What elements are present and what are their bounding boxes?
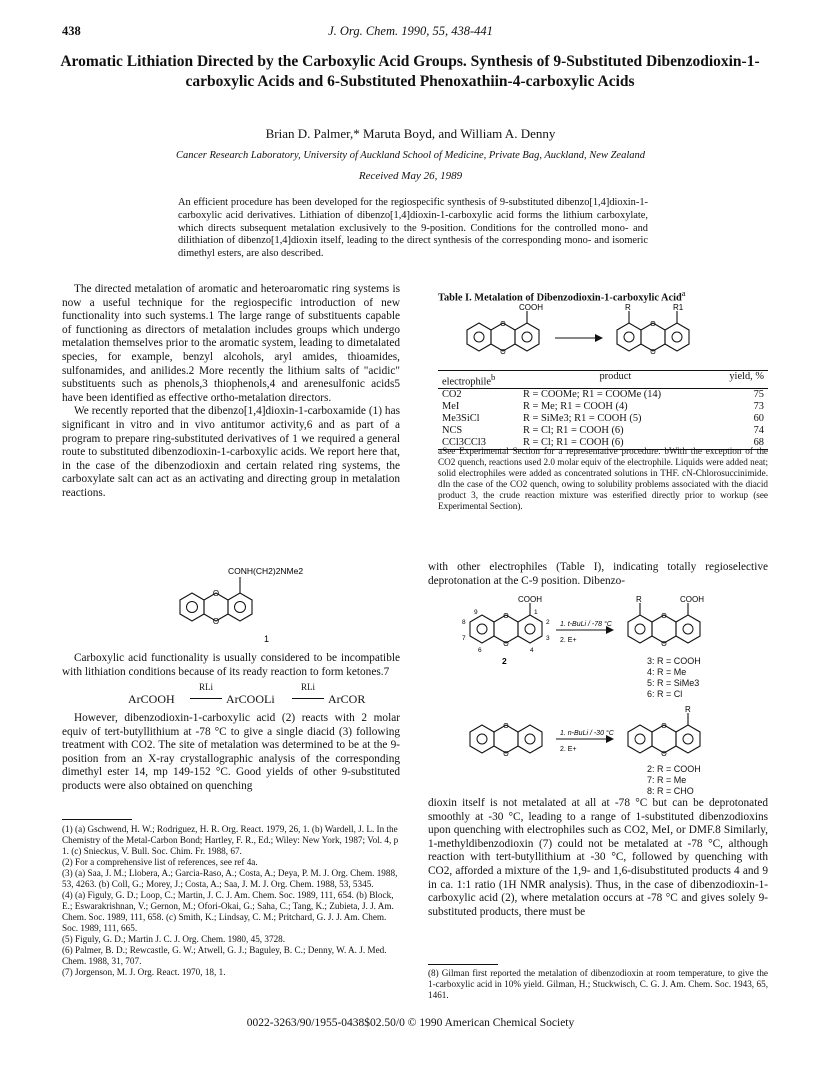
footnote-8: (8) Gilman first reported the metalation of dibenzodioxin at room temperature, to give the 1-carboxylic acid in 10% yield. Gilman, H.; Stuckwisch, C. G. J. Am. Chem. Soc. 1943, 65, 1461. xyxy=(428,968,768,1000)
svg-text:O: O xyxy=(503,723,509,730)
ring-num-9: 9 xyxy=(474,609,478,616)
svg-text:O: O xyxy=(661,641,667,648)
footnote-7: (7) Jorgenson, M. J. Org. React. 1970, 18, 1. xyxy=(62,967,226,977)
svg-text:O: O xyxy=(661,723,667,730)
eq-intermediate: ArCOOLi xyxy=(226,692,275,706)
eq-reagent-2: RLi xyxy=(300,682,315,692)
received-date: Received May 26, 1989 xyxy=(358,170,463,182)
compound-2-label: 2 xyxy=(502,656,507,666)
cell-yield: 74 xyxy=(753,425,764,437)
table-notes: aSee Experimental Section for a representative procedure. bWith the exception of the CO2 quench, reactions used 2.0 molar equiv of the electrophile. Liquids were added neat; solid electrophiles were added as concentrated solutions in THF. cN-Chlorosuccinimide. dIn the case of the CO2 quench, owing to solubility problems associated with the diacid product 3, the crude reaction mixture was esterified directly prior to workup (see Experimental Section). xyxy=(438,446,768,511)
scheme-r-label: R xyxy=(625,303,631,312)
footnote-3: (3) (a) Saa, J. M.; Llobera, A.; Garcia-Raso, A.; Costa, A.; Deya, P. M. J. Org. Chem. 1988, 53, 4263. (b) Coll, G.; Morey, J.; Costa, A.; Saa, J. M. J. Org. Chem. 1988, 53, 5345. xyxy=(62,868,398,889)
authors: Brian D. Palmer,* Maruta Boyd, and William A. Denny xyxy=(265,126,556,141)
label-6: 6: R = Cl xyxy=(647,689,683,699)
cell-product: R = COOMe; R1 = COOMe (14) xyxy=(522,389,662,401)
eq-reagent-1: RLi xyxy=(198,682,213,692)
svg-text:O: O xyxy=(661,613,667,620)
structure-1-number: 1 xyxy=(264,634,270,644)
scheme2-labels xyxy=(647,656,701,700)
scheme3-labels xyxy=(647,764,701,797)
right-column xyxy=(428,561,768,588)
left-column-end xyxy=(62,712,400,794)
scheme2-cooh: COOH xyxy=(518,595,542,604)
table-row xyxy=(438,413,768,425)
scheme2-step1: 1. t-BuLi / -78 °C xyxy=(560,621,612,628)
table-scheme xyxy=(455,302,755,364)
footnote-2: (2) For a comprehensive list of references, see ref 4a. xyxy=(62,857,258,867)
cell-yield: 75 xyxy=(753,389,764,401)
svg-text:O: O xyxy=(503,613,509,620)
svg-text:O: O xyxy=(212,617,220,626)
scheme-r1-label: R1 xyxy=(673,303,684,312)
cell-product: R = Me; R1 = COOH (4) xyxy=(522,401,628,413)
ring-num-7: 7 xyxy=(462,635,466,642)
label-8: 8: R = CHO xyxy=(647,786,694,796)
eq-arrow-2 xyxy=(292,698,324,699)
cell-electrophile: CCl3CCl3 xyxy=(442,437,486,449)
cell-electrophile: MeI xyxy=(442,401,460,413)
ring-num-6: 6 xyxy=(478,647,482,654)
page-number: 438 xyxy=(62,24,81,38)
right-column-end xyxy=(428,797,768,919)
carboxylic-paragraph: Carboxylic acid functionality is usually considered to be incompatible with lithiation conditions because of its ready reaction to form ketones.7 xyxy=(62,652,400,678)
cell-yield: 68 xyxy=(753,437,764,449)
structure-1-substituent: CONH(CH2)2NMe2 xyxy=(228,566,304,576)
eq-reactant: ArCOOH xyxy=(128,692,175,706)
label-5: 5: R = SiMe3 xyxy=(647,678,700,688)
svg-text:O: O xyxy=(500,349,506,356)
cell-product: R = SiMe3; R1 = COOH (5) xyxy=(522,413,642,425)
footnote-rule xyxy=(62,819,132,820)
cell-product: R = Cl; R1 = COOH (6) xyxy=(522,437,624,449)
scheme3-step1: 1. n-BuLi / -30 °C xyxy=(560,730,614,737)
svg-text:O: O xyxy=(500,321,506,328)
eq-product: ArCOR xyxy=(328,692,366,706)
header-yield: yield, % xyxy=(729,371,764,382)
svg-text:O: O xyxy=(212,589,220,598)
right-paragraph-1: with other electrophiles (Table I), indicating totally regioselective deprotonation at the C-9 position. Dibenzo- xyxy=(428,561,768,587)
ring-num-4: 4 xyxy=(530,647,534,654)
scheme3-step2: 2. E+ xyxy=(560,746,577,753)
scheme-cooh-label: COOH xyxy=(519,303,543,312)
article-title: Aromatic Lithiation Directed by the Carboxylic Acid Groups. Synthesis of 9-Substituted Dibenzodioxin-1-carboxylic Acids and 6-Substituted Phenoxathiin-4-carboxylic Acids xyxy=(60,53,760,90)
table-header-row xyxy=(438,371,768,389)
left-footnotes xyxy=(62,824,400,978)
ring-num-8: 8 xyxy=(462,619,466,626)
svg-text:O: O xyxy=(503,641,509,648)
scheme-2-diagram xyxy=(440,594,770,694)
footnote-6: (6) Palmer, B. D.; Rewcastle, G. W.; Atwell, G. J.; Baguley, B. C.; Denny, W. A. J. Med. Chem. 1988, 31, 707. xyxy=(62,945,387,966)
header-product: product xyxy=(599,371,632,382)
svg-text:O: O xyxy=(650,321,656,328)
cell-product: R = Cl; R1 = COOH (6) xyxy=(522,425,624,437)
left-column-cont xyxy=(62,652,400,679)
table-row xyxy=(438,389,768,402)
diacid-paragraph: However, dibenzodioxin-1-carboxylic acid (2) reacts with 2 molar equiv of tert-butyllithium at -78 °C to give a single diacid (3) following treatment with CO2. The site of metalation was determined to be at the 9-position from an X-ray crystallographic analysis of the corresponding dimethyl ester 14, mp 149-152 °C. Good yields of other 9-substituted products were also obtained on quenching xyxy=(62,712,400,792)
ring-num-2: 2 xyxy=(546,619,550,626)
cell-yield: 60 xyxy=(753,413,764,425)
copyright-footer: 0022-3263/90/1955-0438$02.50/0 © 1990 American Chemical Society xyxy=(246,1017,575,1029)
header-sup: b xyxy=(491,372,496,382)
affiliation: Cancer Research Laboratory, University of Auckland School of Medicine, Private Bag, Auckland, New Zealand xyxy=(175,150,645,161)
scheme3-r: R xyxy=(685,706,691,714)
header-electrophile-text: electrophile xyxy=(442,376,492,388)
reaction-equation xyxy=(128,682,388,710)
table-row xyxy=(438,425,768,437)
cell-electrophile: NCS xyxy=(442,425,463,437)
structure-1-diagram xyxy=(160,562,360,647)
label-2: 2: R = COOH xyxy=(647,764,701,774)
journal-citation: J. Org. Chem. 1990, 55, 438-441 xyxy=(328,24,493,38)
table-caption-text: Table I. Metalation of Dibenzodioxin-1-carboxylic Acid xyxy=(438,292,682,304)
ring-num-1: 1 xyxy=(534,609,538,616)
ring-num-3: 3 xyxy=(546,635,550,642)
table-caption-sup: a xyxy=(681,288,686,298)
label-4: 4: R = Me xyxy=(647,667,687,677)
cell-yield: 73 xyxy=(753,401,764,413)
metalation-table xyxy=(438,370,768,450)
scheme2-step2: 2. E+ xyxy=(560,637,577,644)
label-7: 7: R = Me xyxy=(647,775,687,785)
footnote-1: (1) (a) Gschwend, H. W.; Rodriguez, H. R. Org. React. 1979, 26, 1. (b) Wardell, J. L. In the Chemistry of the Metal-Carbon Bond; Hartley, F. R., Ed.; Wiley: New York, 1987; Vol. 4, p 1. (c) Snieckus, V. Bull. Soc. Chim. Fr. 1988, 67. xyxy=(62,824,399,856)
svg-text:O: O xyxy=(661,751,667,758)
eq-arrow-1 xyxy=(190,698,222,699)
svg-text:O: O xyxy=(650,349,656,356)
cell-electrophile: CO2 xyxy=(442,389,462,401)
label-3: 3: R = COOH xyxy=(647,656,701,666)
right-footnote-rule xyxy=(428,964,498,965)
intro-paragraph: The directed metalation of aromatic and heteroaromatic ring systems is now a useful technique for the regiospecific introduction of new functionality into such systems.1 The large range of substituents capable of functioning as directors of metalation includes groups which undergo metalation themselves prior to the aromatic system, leading to dimetalated species, for example, benzyl alcohols, aryl amides, thioamides, sulfonamides, and anilides.2 More recently the lithium salts of "acidic" substituents such as phenols,3 thiophenols,4 and arenesulfonic acids5 have been identified as effective ortho-metalation directors. xyxy=(62,283,400,404)
header-electrophile xyxy=(438,371,519,389)
footnote-5: (5) Figuly, G. D.; Martin J. C. J. Org. Chem. 1980, 45, 3728. xyxy=(62,934,286,944)
svg-text:O: O xyxy=(503,751,509,758)
table-row xyxy=(438,401,768,413)
right-paragraph-2: dioxin itself is not metalated at all at -78 °C but can be deprotonated smoothly at -30 °C, leading to a range of 1-substituted dibenzodioxins upon quenching with electrophiles such as CO2, MeI, or DMF.8 Similarly, 1-methyldibenzodioxin (7) could not be metalated at -78 °C, although reaction with tert-butyllithium at -30 °C, followed by quenching with CO2, afforded a mixture of the 1,9- and 1,6-disubstituted products 4 and 9 in ca. 1:1 ratio (1H NMR analysis). Thus, in the case of dibenzodioxin-1-carboxylic acid (2), where metalation occurs at -78 °C and gives solely 9-substituted products, there must be xyxy=(428,797,768,918)
scheme-3-diagram xyxy=(440,706,770,776)
abstract: An efficient procedure has been developed for the regiospecific synthesis of 9-substituted dibenzo[1,4]dioxin-1-carboxylic acid derivatives. Lithiation of dibenzo[1,4]dioxin-1-carboxylic acid forms the lithium carboxylate, which directs subsequent metalation exclusively to the 9-position. Conditions for the controlled mono- and dilithiation of dibenzo[1,4]dioxin itself, leading to the direct synthesis of the corresponding mono- and isomeric dimethyl esters, are also described. xyxy=(178,197,648,260)
cell-electrophile: Me3SiCl xyxy=(442,413,480,425)
second-paragraph: We recently reported that the dibenzo[1,4]dioxin-1-carboxamide (1) has significant in vitro and in vivo antitumor activity,6 and as part of a program to prepare ring-substituted derivatives of 1 we required a general route to substituted dibenzodioxin-1-carboxylic acids. We report here that, in the case of the dibenzodioxin and certain related ring systems, the carboxylate salt can act as an activating and directing group in metalation reactions. xyxy=(62,405,400,499)
footnote-4: (4) (a) Figuly, G. D.; Loop, C.; Martin, J. C. J. Am. Chem. Soc. 1989, 111, 654. (b) Block, E.; Eswarakrishnan, V.; Gernon, M.; Ofori-Okai, G.; Saha, C.; Tang, K.; Zubieta, J. J. Am. Chem. Soc. 1989, 111, 658. (c) Smith, K.; Lindsay, C. M.; Pritchard, G. J. J. Am. Chem. Soc. 1989, 111, 665. xyxy=(62,890,394,933)
scheme2-cooh-product: COOH xyxy=(680,595,704,604)
left-column xyxy=(62,283,400,501)
scheme2-r: R xyxy=(636,595,642,604)
